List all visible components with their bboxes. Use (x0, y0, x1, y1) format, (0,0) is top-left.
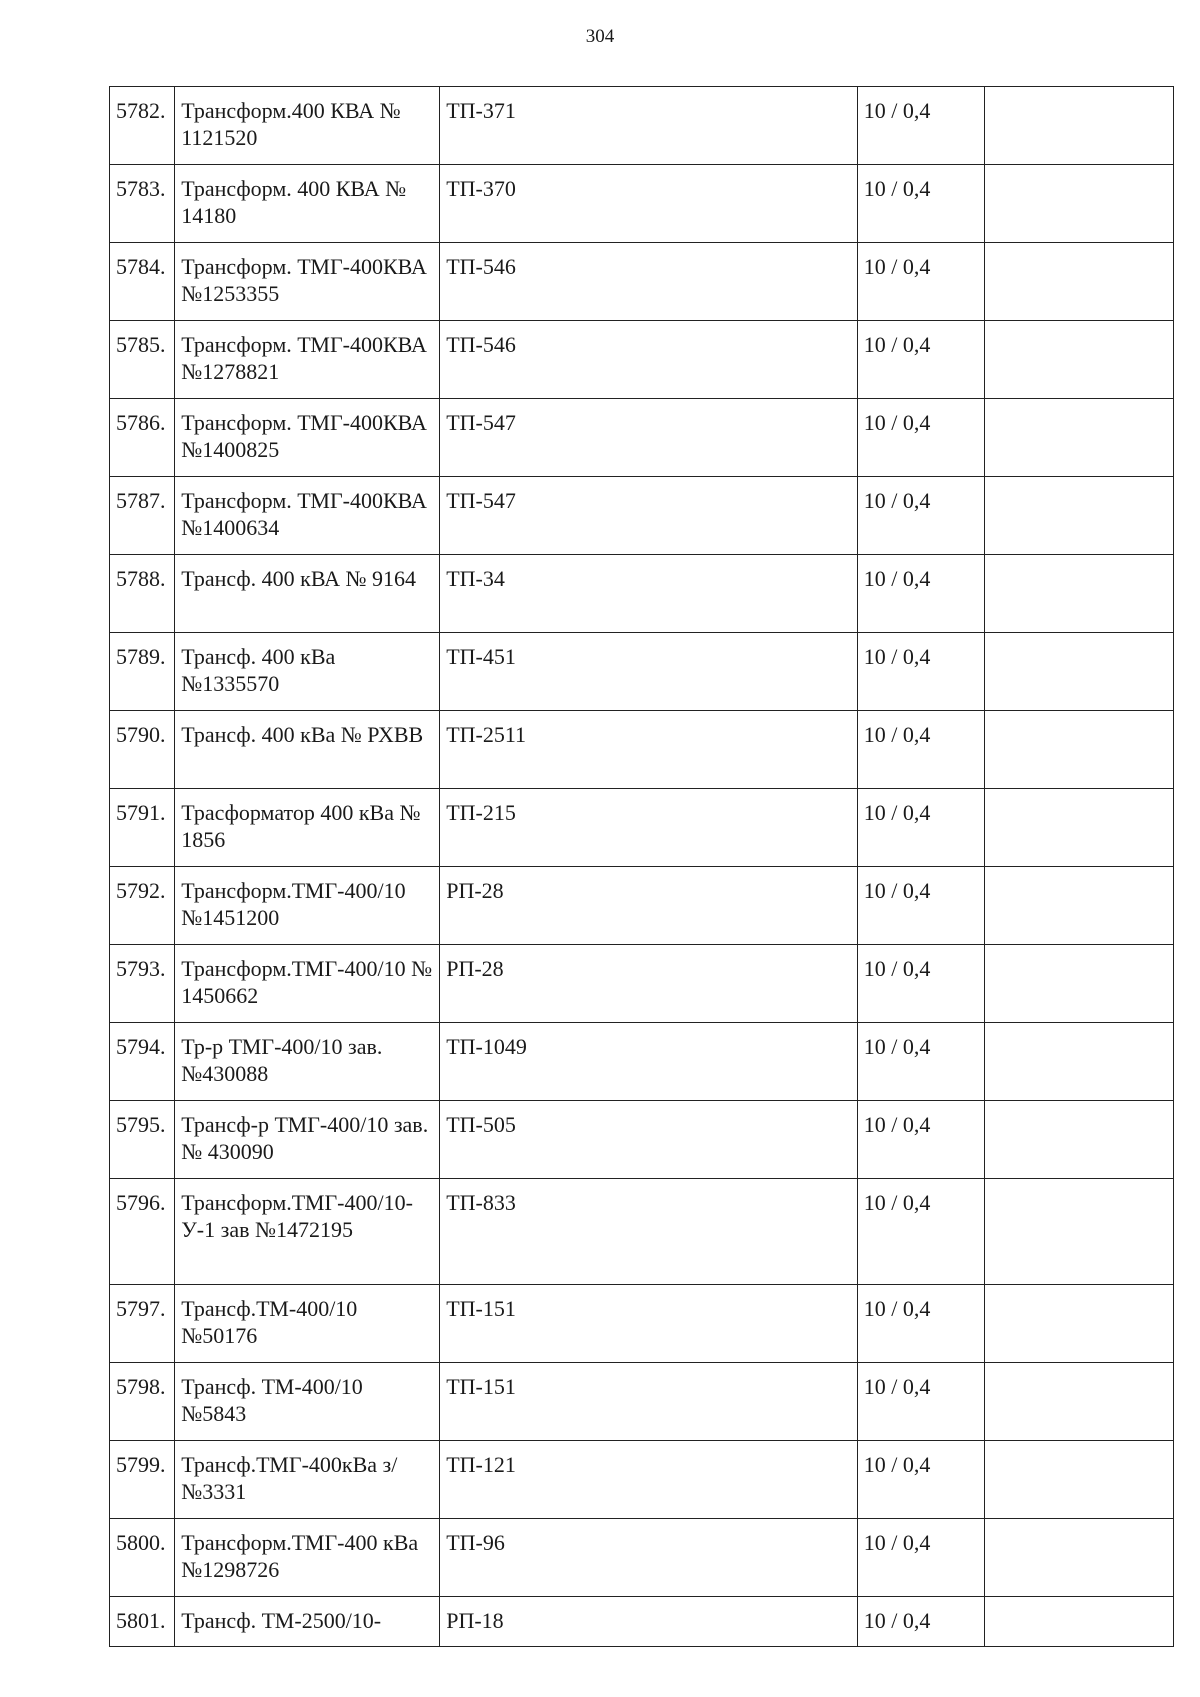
voltage-cell: 10 / 0,4 (857, 165, 984, 243)
voltage-cell: 10 / 0,4 (857, 1363, 984, 1441)
table-row (110, 1363, 1174, 1441)
table-row (110, 477, 1174, 555)
voltage-cell: 10 / 0,4 (857, 1285, 984, 1363)
row-number-cell: 5798. (110, 1363, 175, 1441)
table-row (110, 945, 1174, 1023)
substation-cell: ТП-215 (440, 789, 858, 867)
equipment-name-cell: Трансф. ТМ-400/10 №5843 (175, 1363, 440, 1441)
voltage-cell: 10 / 0,4 (857, 1023, 984, 1101)
voltage-cell: 10 / 0,4 (857, 1101, 984, 1179)
substation-cell: ТП-121 (440, 1441, 858, 1519)
table-row (110, 1285, 1174, 1363)
empty-cell (985, 633, 1174, 711)
empty-cell (985, 789, 1174, 867)
empty-cell (985, 1597, 1174, 1647)
empty-cell (985, 555, 1174, 633)
table-row (110, 711, 1174, 789)
row-number-cell: 5792. (110, 867, 175, 945)
row-number-cell: 5786. (110, 399, 175, 477)
equipment-name-cell: Трансф. ТМ-2500/10- (175, 1597, 440, 1647)
row-number-cell: 5797. (110, 1285, 175, 1363)
row-number-cell: 5789. (110, 633, 175, 711)
substation-cell: РП-18 (440, 1597, 858, 1647)
page-number: 304 (585, 26, 615, 47)
voltage-cell: 10 / 0,4 (857, 633, 984, 711)
equipment-name-cell: Трансф. 400 кВА № 9164 (175, 555, 440, 633)
voltage-cell: 10 / 0,4 (857, 711, 984, 789)
row-number-cell: 5796. (110, 1179, 175, 1285)
substation-cell: ТП-1049 (440, 1023, 858, 1101)
equipment-name-cell: Тр-р ТМГ-400/10 зав.№430088 (175, 1023, 440, 1101)
equipment-table-body (110, 87, 1174, 1647)
row-number-cell: 5787. (110, 477, 175, 555)
voltage-cell: 10 / 0,4 (857, 789, 984, 867)
voltage-cell: 10 / 0,4 (857, 477, 984, 555)
voltage-cell: 10 / 0,4 (857, 1597, 984, 1647)
substation-cell: ТП-34 (440, 555, 858, 633)
equipment-name-cell: Трансф.ТМГ-400кВа з/№3331 (175, 1441, 440, 1519)
equipment-name-cell: Трансформ.ТМГ-400/10-У-1 зав №1472195 (175, 1179, 440, 1285)
voltage-cell: 10 / 0,4 (857, 243, 984, 321)
row-number-cell: 5801. (110, 1597, 175, 1647)
table-row (110, 1441, 1174, 1519)
row-number-cell: 5800. (110, 1519, 175, 1597)
equipment-name-cell: Трансформ.ТМГ-400 кВа №1298726 (175, 1519, 440, 1597)
voltage-cell: 10 / 0,4 (857, 321, 984, 399)
empty-cell (985, 1519, 1174, 1597)
table-row (110, 399, 1174, 477)
table-row (110, 867, 1174, 945)
table-row (110, 633, 1174, 711)
substation-cell: ТП-547 (440, 399, 858, 477)
substation-cell: ТП-151 (440, 1285, 858, 1363)
row-number-cell: 5784. (110, 243, 175, 321)
row-number-cell: 5788. (110, 555, 175, 633)
substation-cell: ТП-370 (440, 165, 858, 243)
voltage-cell: 10 / 0,4 (857, 1519, 984, 1597)
row-number-cell: 5783. (110, 165, 175, 243)
equipment-name-cell: Трансформ. ТМГ-400КВА №1253355 (175, 243, 440, 321)
equipment-name-cell: Трансформ. ТМГ-400КВА №1400825 (175, 399, 440, 477)
empty-cell (985, 321, 1174, 399)
equipment-name-cell: Трансформ.ТМГ-400/10 №1451200 (175, 867, 440, 945)
empty-cell (985, 1441, 1174, 1519)
voltage-cell: 10 / 0,4 (857, 945, 984, 1023)
equipment-name-cell: Трасформатор 400 кВа № 1856 (175, 789, 440, 867)
substation-cell: ТП-547 (440, 477, 858, 555)
equipment-name-cell: Трансформ. 400 КВА № 14180 (175, 165, 440, 243)
voltage-cell: 10 / 0,4 (857, 555, 984, 633)
row-number-cell: 5795. (110, 1101, 175, 1179)
substation-cell: ТП-96 (440, 1519, 858, 1597)
substation-cell: РП-28 (440, 867, 858, 945)
empty-cell (985, 243, 1174, 321)
empty-cell (985, 399, 1174, 477)
voltage-cell: 10 / 0,4 (857, 1441, 984, 1519)
row-number-cell: 5782. (110, 87, 175, 165)
substation-cell: ТП-451 (440, 633, 858, 711)
table-row (110, 789, 1174, 867)
substation-cell: ТП-151 (440, 1363, 858, 1441)
voltage-cell: 10 / 0,4 (857, 87, 984, 165)
row-number-cell: 5790. (110, 711, 175, 789)
table-row (110, 1179, 1174, 1285)
row-number-cell: 5793. (110, 945, 175, 1023)
voltage-cell: 10 / 0,4 (857, 1179, 984, 1285)
empty-cell (985, 1101, 1174, 1179)
table-row (110, 1597, 1174, 1647)
table-row (110, 1023, 1174, 1101)
empty-cell (985, 1363, 1174, 1441)
equipment-name-cell: Трансф-р ТМГ-400/10 зав.№ 430090 (175, 1101, 440, 1179)
row-number-cell: 5785. (110, 321, 175, 399)
equipment-table (109, 86, 1174, 1647)
table-row (110, 87, 1174, 165)
substation-cell: ТП-505 (440, 1101, 858, 1179)
table-row (110, 555, 1174, 633)
substation-cell: ТП-546 (440, 321, 858, 399)
equipment-name-cell: Трансформ. ТМГ-400КВА №1400634 (175, 477, 440, 555)
table-row (110, 1101, 1174, 1179)
empty-cell (985, 1023, 1174, 1101)
row-number-cell: 5799. (110, 1441, 175, 1519)
empty-cell (985, 477, 1174, 555)
substation-cell: ТП-833 (440, 1179, 858, 1285)
empty-cell (985, 165, 1174, 243)
row-number-cell: 5794. (110, 1023, 175, 1101)
empty-cell (985, 1179, 1174, 1285)
substation-cell: ТП-546 (440, 243, 858, 321)
table-row (110, 165, 1174, 243)
equipment-name-cell: Трансформ. ТМГ-400КВА №1278821 (175, 321, 440, 399)
equipment-name-cell: Трансф. 400 кВа №1335570 (175, 633, 440, 711)
table-row (110, 1519, 1174, 1597)
equipment-name-cell: Трансформ.400 КВА № 1121520 (175, 87, 440, 165)
voltage-cell: 10 / 0,4 (857, 399, 984, 477)
table-row (110, 321, 1174, 399)
empty-cell (985, 1285, 1174, 1363)
empty-cell (985, 711, 1174, 789)
empty-cell (985, 87, 1174, 165)
substation-cell: ТП-371 (440, 87, 858, 165)
table-row (110, 243, 1174, 321)
empty-cell (985, 945, 1174, 1023)
empty-cell (985, 867, 1174, 945)
row-number-cell: 5791. (110, 789, 175, 867)
substation-cell: ТП-2511 (440, 711, 858, 789)
voltage-cell: 10 / 0,4 (857, 867, 984, 945)
equipment-name-cell: Трансформ.ТМГ-400/10 № 1450662 (175, 945, 440, 1023)
equipment-name-cell: Трансф. 400 кВа № РХВВ (175, 711, 440, 789)
substation-cell: РП-28 (440, 945, 858, 1023)
equipment-name-cell: Трансф.ТМ-400/10 №50176 (175, 1285, 440, 1363)
